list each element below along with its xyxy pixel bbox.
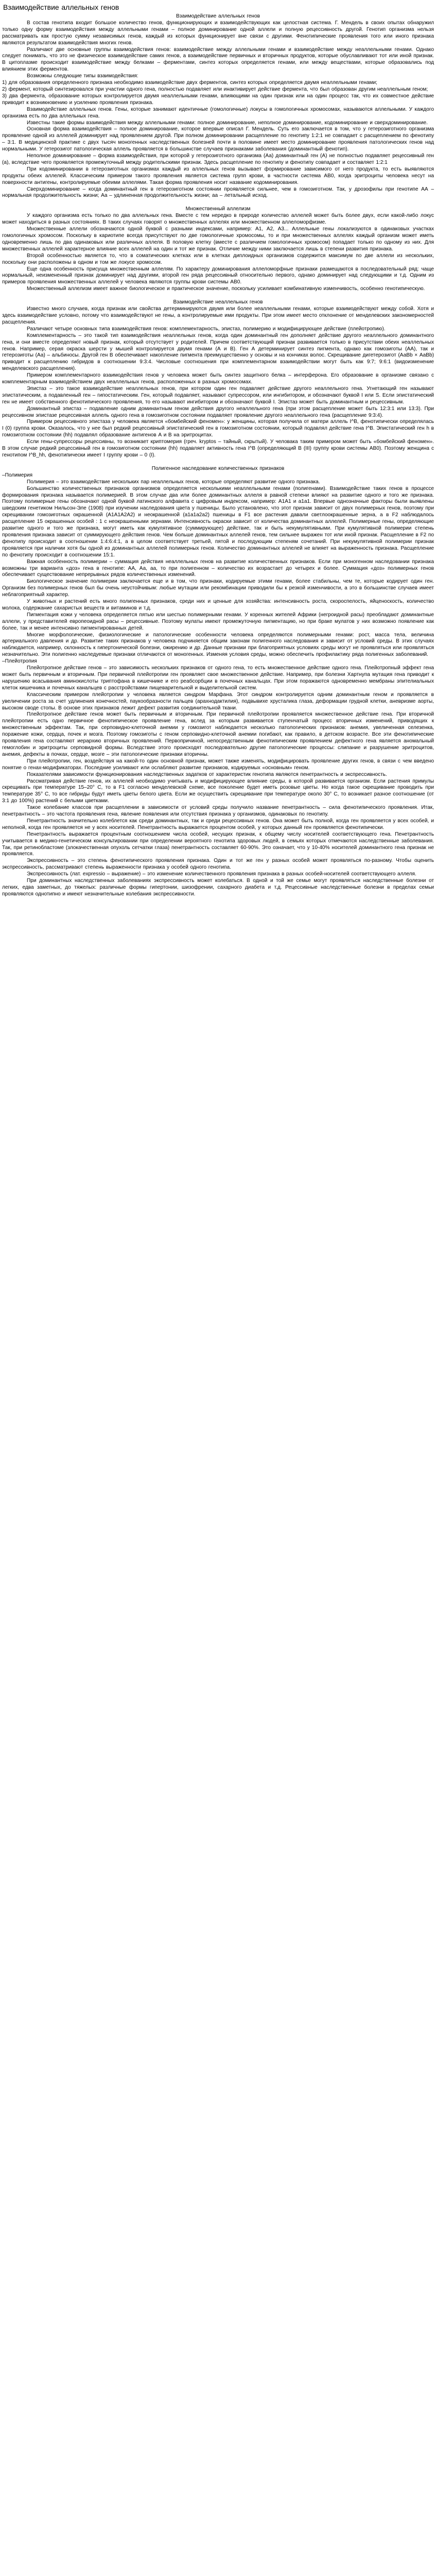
paragraph: Плейотропное действие генов может быть первичным и вторичным. При первичной плейотропии проявляется множественное действие гена. При вторичной плейотропии есть одно первичное фенотипическое проявление гена, вслед за которым развивается ступенчатый процесс вторичных изменений, приводящих к множественным эффектам. Так, при серповидно-клеточной анемии у гомозигот наблюдается несколько патологических признаков: анемия, увеличенная селезенка, поражение кожи, сердца, почек и мозга. Поэтому гомозиготы с геном серповидно-клеточной анемии погибают, как правило, в детском возрасте. Все эти фенотипические проявления гена составляют иерархию вторичных проявлений. Первопричиной, непосредственным фенотипическим проявлением дефектного гена является аномальный гемоглобин и эритроциты серповидной формы. Вследствие этого происходят последовательно другие патологические процессы: слипание и разрушение эритроцитов, анемия, дефекты в почках, сердце, мозге – эти патологические признаки вторичны.: [2, 711, 434, 757]
subsection-title: –Полимерия: [2, 472, 33, 478]
section-heading: Множественный аллелизм: [185, 206, 251, 212]
paragraph: Рассматривая действие генов, их аллелей необходимо учитывать и модифицирующее влияние среды, в которой развивается организм. Если растения примулы скрещивать при температуре 15–20° С, то в F1 согласно менделевской схеме, все поколение будет иметь розовые цветы. Но когда такое скрещивание проводить при температуре 35° С, то все гибриды будут иметь цветы белого цвета. Если же осуществить скрещивание при температуре около 30° С, то возникает разное соотношение (от 3:1 до 100%) растений с белыми цветками.: [2, 778, 434, 804]
paragraph: При кодоминировании в гетерозиготных организмах каждый из аллельных генов вызывает формирование зависимого от него продукта, то есть выявляются продукты обеих аллелей. Классическим примером такого проявления является система групп крови, в частности система АВ0, когда эритроциты человека несут на поверхности антигены, контролируемые обеими аллелями. Такая форма проявления носит название кодоминирования.: [2, 166, 434, 185]
paragraph: Пенетрантность значительно колеблется как среди доминантных, так и среди рецессивных генов. Она может быть полной, когда ген проявляется у всех особей, и неполной, когда ген проявляется не у всех носителей. Пенетрантность выражается процентом особей, у которых данный ген проявляется фенотипически.: [2, 818, 434, 831]
paragraph: 1) для образования определенного признака необходимо взаимодействие двух ферментов, синтез которых определяется двумя неаллельными генами;: [2, 80, 377, 86]
paragraph: Эпистаз – это такое взаимодействие неаллельных генов, при котором один ген подавляет действие другого неаллельного гена. Угнетающий ген называют эпистатическим, а подавленный ген – гипостатическим. Ген, который подавляет, называют супрессором, или ингибитором, и обозначают буквой I или S. Если эпистатический ген не имеет собственного фенотипического проявления, то его называют ингибитором и обозначают буквой I. Эпистаз может быть доминантным и рецессивным.: [2, 385, 434, 405]
paragraph: Неполное доминирование – форма взаимодействия, при которой у гетерозиготного организма (Аа) доминантный ген (А) не полностью подавляет рецессивный ген (а), вследствие чего проявляется промежуточный между родительскими признак. Здесь расщепление по генотипу и фенотипу совпадает и составляет 1:2:1: [2, 153, 434, 165]
paragraph: Биологическое значение полимерии заключается еще и в том, что признаки, кодируемые этими генами, более стабильны, чем те, которые кодирует один ген. Организм без полимерных генов был бы очень неустойчивым: любые мутации или рекомбинации приводили бы к резкой изменчивости, а это в большинстве случаев имеет неблагоприятный характер.: [2, 579, 434, 598]
paragraph: Примером рецессивного эпистаза у человека является «бомбейский феномен»: у женщины, которая получила от матери аллель I^B, фенотипически определялась I (0) группа крови. Оказалось, что у нее был редкий рецессивный эпистатический ген в гомозиготном состоянии, который подавлял действие гена I^B. Эпистатический ген h в гомозиготном состоянии (hh) подавлял образование антигенов А и В на эритроцитах.: [2, 419, 434, 438]
paragraph: Классическим примером плейотропии у человека является синдром Марфана. Этот синдром контролируется одним доминантным геном и проявляется в увеличении роста за счет удлинения конечностей, паукообразности пальцев (арахнодактилия), подвывихе хрусталика глаза, деформации грудной клетки, аневризме аорты, высоком своде стопы. В основе этих признаков лежит дефект развития соединительной ткани.: [2, 691, 434, 711]
section-spacer: [2, 459, 434, 466]
paragraph: Экспрессивность (лат. expressio – выражение) – это изменение количественного проявления признака в разных особей-носителей соответствующего аллеля.: [27, 871, 416, 877]
paragraph: Сверхдоминирование – когда доминантный ген в гетерозиготном состоянии проявляется сильнее, чем в гомозиготном. Так, у дрозофилы при генотипе АА – нормальная продолжительность жизни; Аа – удлиненная продолжительность жизни; аа – летальный исход.: [2, 186, 434, 199]
section-heading: Взаимодействие аллельных генов: [176, 13, 260, 19]
paragraph: Если гены-супрессоры рецессивны, то возникает криптомерия (греч. kryptos – тайный, скрытый). У человака таким примером может быть «бомбейский феномен». В этом случае редкий рецессивный ген в гомозиготном состоянии (hh) подавляет активность гена I^B (определяющий В (III) группу крови системы АВ0). Поэтому женщина с генотипом I^B_hh, фенотипически имеет I группу крови – 0 (I).: [2, 439, 434, 458]
paragraph: В состав генотипа входит большое количество генов, функционирующих и взаимодействующих как целостная система. Г. Мендель в своих опытах обнаружил только одну форму взаимодействия между аллельными генами – полное доминирование одной аллели и полную рецессивность другой. Генотип организма нельзя рассматривать как простую сумму независимых генов, каждый из которых функционирует вне связи с другими. Фенотипические проявления того или иного признака являются результатом взаимодействия многих генов.: [2, 20, 434, 46]
paragraph: 3) два фермента, образование которых контролируется двумя неаллельными генами, влияющими на один признак или на один процесс так, что их совместное действие приводит к возникновению и усилению проявления признака.: [2, 93, 434, 106]
paragraph: Важная особенность полимерии – суммация действия неаллельных генов на развитие количественных признаков. Если при моногенном наследовании признака возможны три варианта «доз» гена в генотипе: АА, Аа, аа, то при полигенном – количество их возрастает до четырех и более. Суммация «доз» полимерных генов обеспечивает существование непрерывных рядов количественных изменений.: [2, 558, 434, 578]
paragraph: Такое колебание классов при расщеплении в зависимости от условий среды получило название пенетрантность – сила фенотипического проявления. Итак, пенетрантность – это частота проявления гена, явление появления или отсутствия признака у организмов, одинаковых по генотипу.: [2, 805, 434, 818]
section-heading: Взаимодействие неаллельных генов: [173, 299, 263, 306]
paragraph: Примером комплементарного взаимодействия генов у человека может быть синтез защитного белка – интерферона. Его образование в организме связано с комплементарным взаимодействием двух неаллельных генов, расположенных в разных хромосомах.: [2, 372, 434, 385]
paragraph: Большинство количественных признаков организмов определяется несколькими неаллельными генами (полигенами). Взаимодействие таких генов в процессе формирования признака называется полимерией. В этом случае два или более доминантных аллеля в равной степени влияют на развитие одного и того же признака. Поэтому полимерные гены обозначают одной буквой латинского алфавита с цифровым индексом, например: A1A1 и a1a1. Впервые однозначные факторы были выявлены шведским генетиком Нильсон-Эле (1908) при изучении наследования цвета у пшеницы. Было установлено, что этот признак зависит от двух полимерных генов, поэтому при скрещивании гомозиготных окрашенной (A1A1A2A2) и неокрашенной (a1a1a2a2) пшеницы в F1 все растения давали светлоокрашенные зерна, а в F2 наблюдалось расщепление 15 окрашенных особей : 1 с неокрашенными зернами. Интенсивность окраски зависит от количества доминантных аллелей. Полимерные гены, определяющие развитие одного и того же признака, могут иметь как кумулятивное (суммирующее) действие, так и быть некумулятивными. При кумулятивной полимерии степень проявления признака зависит от суммирующего действия генов. Чем больше доминантных аллелей генов, тем сильнее выражен тот или иной признак. Расщепление в F2 по фенотипу происходит в соотношении 1:4:6:4:1, а в целом соответствует третьей, пятой и последующим степеням сочетаний. При некумулятивной полимерии признак проявляется при наличии хотя бы одной из доминантных аллелей полимерных генов. Количество доминантных аллелей не влияет на выраженность признака. Расщепление по фенотипу происходит в соотношении 15:1.: [2, 485, 434, 558]
paragraph: Многие морфологические, физиологические и патологические особенности человека определяются полимерными генами: рост, масса тела, величина артериального давления и др. Развитие таких признаков у человека подчиняется общим законам полигенного наследования и зависит от условий среды. В этих случаях наблюдается, например, склонность к гипертонической болезни, ожирению и др. Данные признаки при благоприятных условиях среды могут не проявляться или проявляться незначительно. Эти полигенно наследуемые признаки отличаются от моногенных. Изменяя условия среды, можно обеспечить профилактику ряда полигенных заболеваний.: [2, 632, 434, 658]
paragraph: Еще одна особенность присуща множественным аллелям. По характеру доминирования аллеломорфные признаки размещаются в последовательный ряд: чаще нормальный, неизмененный признак доминирует над другими, второй ген ряда рецессивный относительно первого, однако доминирует над следующими и т.д. Одним из примеров проявления множественных аллелей у человека являются группы крови системы АВ0.: [2, 266, 434, 285]
paragraph: Известны такие формы взаимодействия между аллельными генами: полное доминирование, неполное доминирование, кодоминирование и сверхдоминирование.: [27, 120, 428, 126]
paragraph: У каждого организма есть только по два аллельных гена. Вместе с тем нередко в природе количество аллелей может быть более двух, если какой-либо локус может находиться в разных состояниях. В таких случаях говорят о множественных аллелях или множественном аллеломорфизме.: [2, 213, 434, 226]
paragraph: Плейотропное действие генов – это зависимость нескольких признаков от одного гена, то есть множественное действие одного гена. Плейотропный эффект гена может быть первичным и вторичным. При первичной плейотропии ген проявляет свое множественное действие. Например, при болезни Хартнупа мутация гена приводит к нарушению всасывания аминокислоты триптофана в кишечнике и его реабсорбции в почечных канальцах. При этом поражаются одновременно мембраны эпителиальных клеток кишечника и почечных канальцев с расстройствами пищеварительной и выделительной систем.: [2, 665, 434, 691]
paragraph: 2) фермент, который синтезировался при участии одного гена, полностью подавляет или инактивирует действие фермента, что был образован другим неаллельным геном;: [2, 86, 428, 92]
section-spacer: [2, 293, 434, 299]
paragraph: Доминантный эпистаз – подавление одним доминантным геном действия другого неаллельного гена (при этом расщепление может быть 12:3:1 или 13:3). При рецессивном эпистазе рецессивная аллель одного гена в гомозиготном состоянии подавляет проявление другого неаллельного гена (расщепление 9:3:4).: [2, 405, 434, 418]
paragraph: При доминантных наследственных заболеваниях экспрессивность может колебаться. В одной и той же семье могут проявляться наследственные болезни от легких, едва заметных, до тяжелых: различные формы гипертонии, шизофрении, сахарного диабета и т.д. Рецессивные наследственные болезни в пределах семьи проявляются однотипно и имеют незначительные колебания экспрессивности.: [2, 878, 434, 897]
section-spacer: [2, 199, 434, 206]
paragraph: Основная форма взаимодействия – полное доминирование, которое впервые описал Г. Мендель. Суть его заключается в том, что у гетерозиготного организма проявление одной из аллелей доминирует над проявлением другой. При полном доминировании расщепление по генотипу 1:2:1 не совпадает с расщеплением по фенотипу – 3:1. В медицинской практике с двух тысяч моногенных наследственных болезней почти в половине имеет место доминирование проявления патологических генов над нормальными. У гетерозигот патологическая аллель проявляется в большинстве случаев признаками заболевания (доминантный фенотип).: [2, 126, 434, 152]
section-heading: Полигенное наследование количественных признаков: [151, 465, 285, 471]
paragraph: Возможны следующие типы взаимодействия:: [27, 73, 138, 79]
subsection-title: –Плейотропия: [2, 658, 37, 665]
paragraph: Второй особенностью является то, что в соматических клетках или в клетках диплоидных организмов содержится максимум по две аллели из нескольких, поскольку они расположены в одном и том же локусе хромосом.: [2, 252, 434, 265]
paragraph: Различают четыре основных типа взаимодействия генов: комплементарность, эпистаз, полимерию и модифицирующее действие (плейотропию).: [27, 326, 386, 332]
paragraph: Множественный аллелизм имеет важное биологическое и практическое значение, поскольку усиливает комбинативную изменчивость, особенно генотипическую.: [27, 286, 425, 292]
document-body: [2, 13, 434, 898]
paragraph: Известно много случаев, когда признак или свойства детерминируются двумя или более неаллельными генами, которые взаимодействуют между собой. Хотя и здесь взаимодействие условно, потому что взаимодействуют не гены, а контролируемые ими продукты. При этом имеет место отклонение от менделевских закономерностей расщепления.: [2, 306, 434, 325]
paragraph: У животных и растений есть много полигенных признаков, среди них и ценные для хозяйства: интенсивность роста, скороспелость, яйценоскость, количество молока, содержание сахаристых веществ и витаминов и т.д.: [2, 599, 434, 611]
paragraph: Множественные аллели обозначаются одной буквой с разными индексами, например: А1, А2, А3... Аллельные гены локализуются в одинаковых участках гомологичных хромосом. Поскольку в кариотипе всегда присутствуют по две гомологичные хромосомы, то и при множественных аллелях каждый организм может иметь одновременно лишь по два одинаковых или различных аллеля. В половую клетку (вместе с различием гомологичных хромосом) попадает только по одному из них. Для множественных аллелей характерное влияние всех аллелей на один и тот же признак. Отличие между ними заключается лишь в степени развития признака.: [2, 226, 434, 252]
paragraph: Различают две основные группы взаимодействия генов: взаимодействие между аллельными генами и взаимодействие между неаллельными генами. Однако следует понимать, что это не физическое взаимодействие самих генов, а взаимодействие первичных и вторичных продуктов, которые обуславливают тот или иной признак. В цитоплазме происходит взаимодействие между белками – ферментами, синтез которых определяется генами, или между веществами, которые образовались под влиянием этих ферментов.: [2, 46, 434, 73]
document-title: Взаимодействие аллельных генов: [3, 3, 119, 11]
paragraph: Комплементарность – это такой тип взаимодействия неаллельных генов, когда один доминантный ген дополняет действие другого неаллельного доминантного гена, и они вместе определяют новый признак, который отсутствует у родителей. Причем соответствующий признак развивается только в присутствии обеих неаллельных генов. Например, серая окраска шерсти у мышей контролируется двумя генами (А и В). Ген А детерминирует синтез пигмента, однако как гомозиготы (АА), так и гетерозиготы (Аа) – альбиносы. Другой ген В обеспечивает накопление пигмента преимущественно у основы и на кончиках волос. Скрещивание дигетерозигот (АаВb × АаВb) приводит к расщеплению гибридов в соотношении 9:3:4. Числовые соотношения при комплементарном взаимодействии могут быть как 9:7; 9:6:1 (видоизменение менделевского расщепления).: [2, 332, 434, 372]
paragraph: Пигментация кожи у человека определяется пятью или шестью полимерными генами. У коренных жителей Африки (негроидной расы) преобладают доминантные аллели, у представителей европеоидной расы – рецессивные. Поэтому мулаты имеют промежуточную пигментацию, но при браке мулатов у них возможно появление как более, так и менее интенсивно пигментированных детей.: [2, 612, 434, 631]
document-page: [0, 0, 436, 908]
paragraph: Полимерия – это взаимодействие нескольких пар неаллельных генов, которые определяют развитие одного признака.: [27, 479, 320, 485]
paragraph: При плейотропии, ген, воздействуя на какой-то один основной признак, может также изменять, модифицировать проявление других генов, в связи с чем введено понятие о генах-модификаторах. Последние усиливают или ослабляют развитие признаков, кодируемых «основным» геном.: [2, 758, 434, 771]
paragraph: Экспрессивность – это степень фенотипического проявления признака. Один и тот же ген у разных особей может проявляться по-разному. Чтобы оценить экспрессивность, рассматривают степень выраженности признака у особей одного генотипа.: [2, 858, 434, 871]
paragraph: Пенетрантность выражается процентным соотношением числа особей, несущих признак, к общему числу носителей соответствующего гена. Пенетрантность учитывается в медико-генетическом консультировании при определении вероятного генотипа здоровых людей, в семьях которых отмечаются наследственные заболевания. Так, при ретинобластоме (злокачественная опухоль сетчатки глаза) пенетрантность составляет 60-90%. Это означает, что у 10-40% носителей доминантного гена признак не проявляется.: [2, 831, 434, 857]
paragraph: Взаимодействие аллельных генов. Гены, которые занимают идентичные (гомологичные) локусы в гомологичных хромосомах, называются аллельными. У каждого организма есть по два аллельных гена.: [2, 106, 434, 119]
paragraph: Показателями зависимости функционирования наследственных задатков от характеристик генотипа являются пенетрантность и экспрессивность.: [27, 771, 387, 777]
